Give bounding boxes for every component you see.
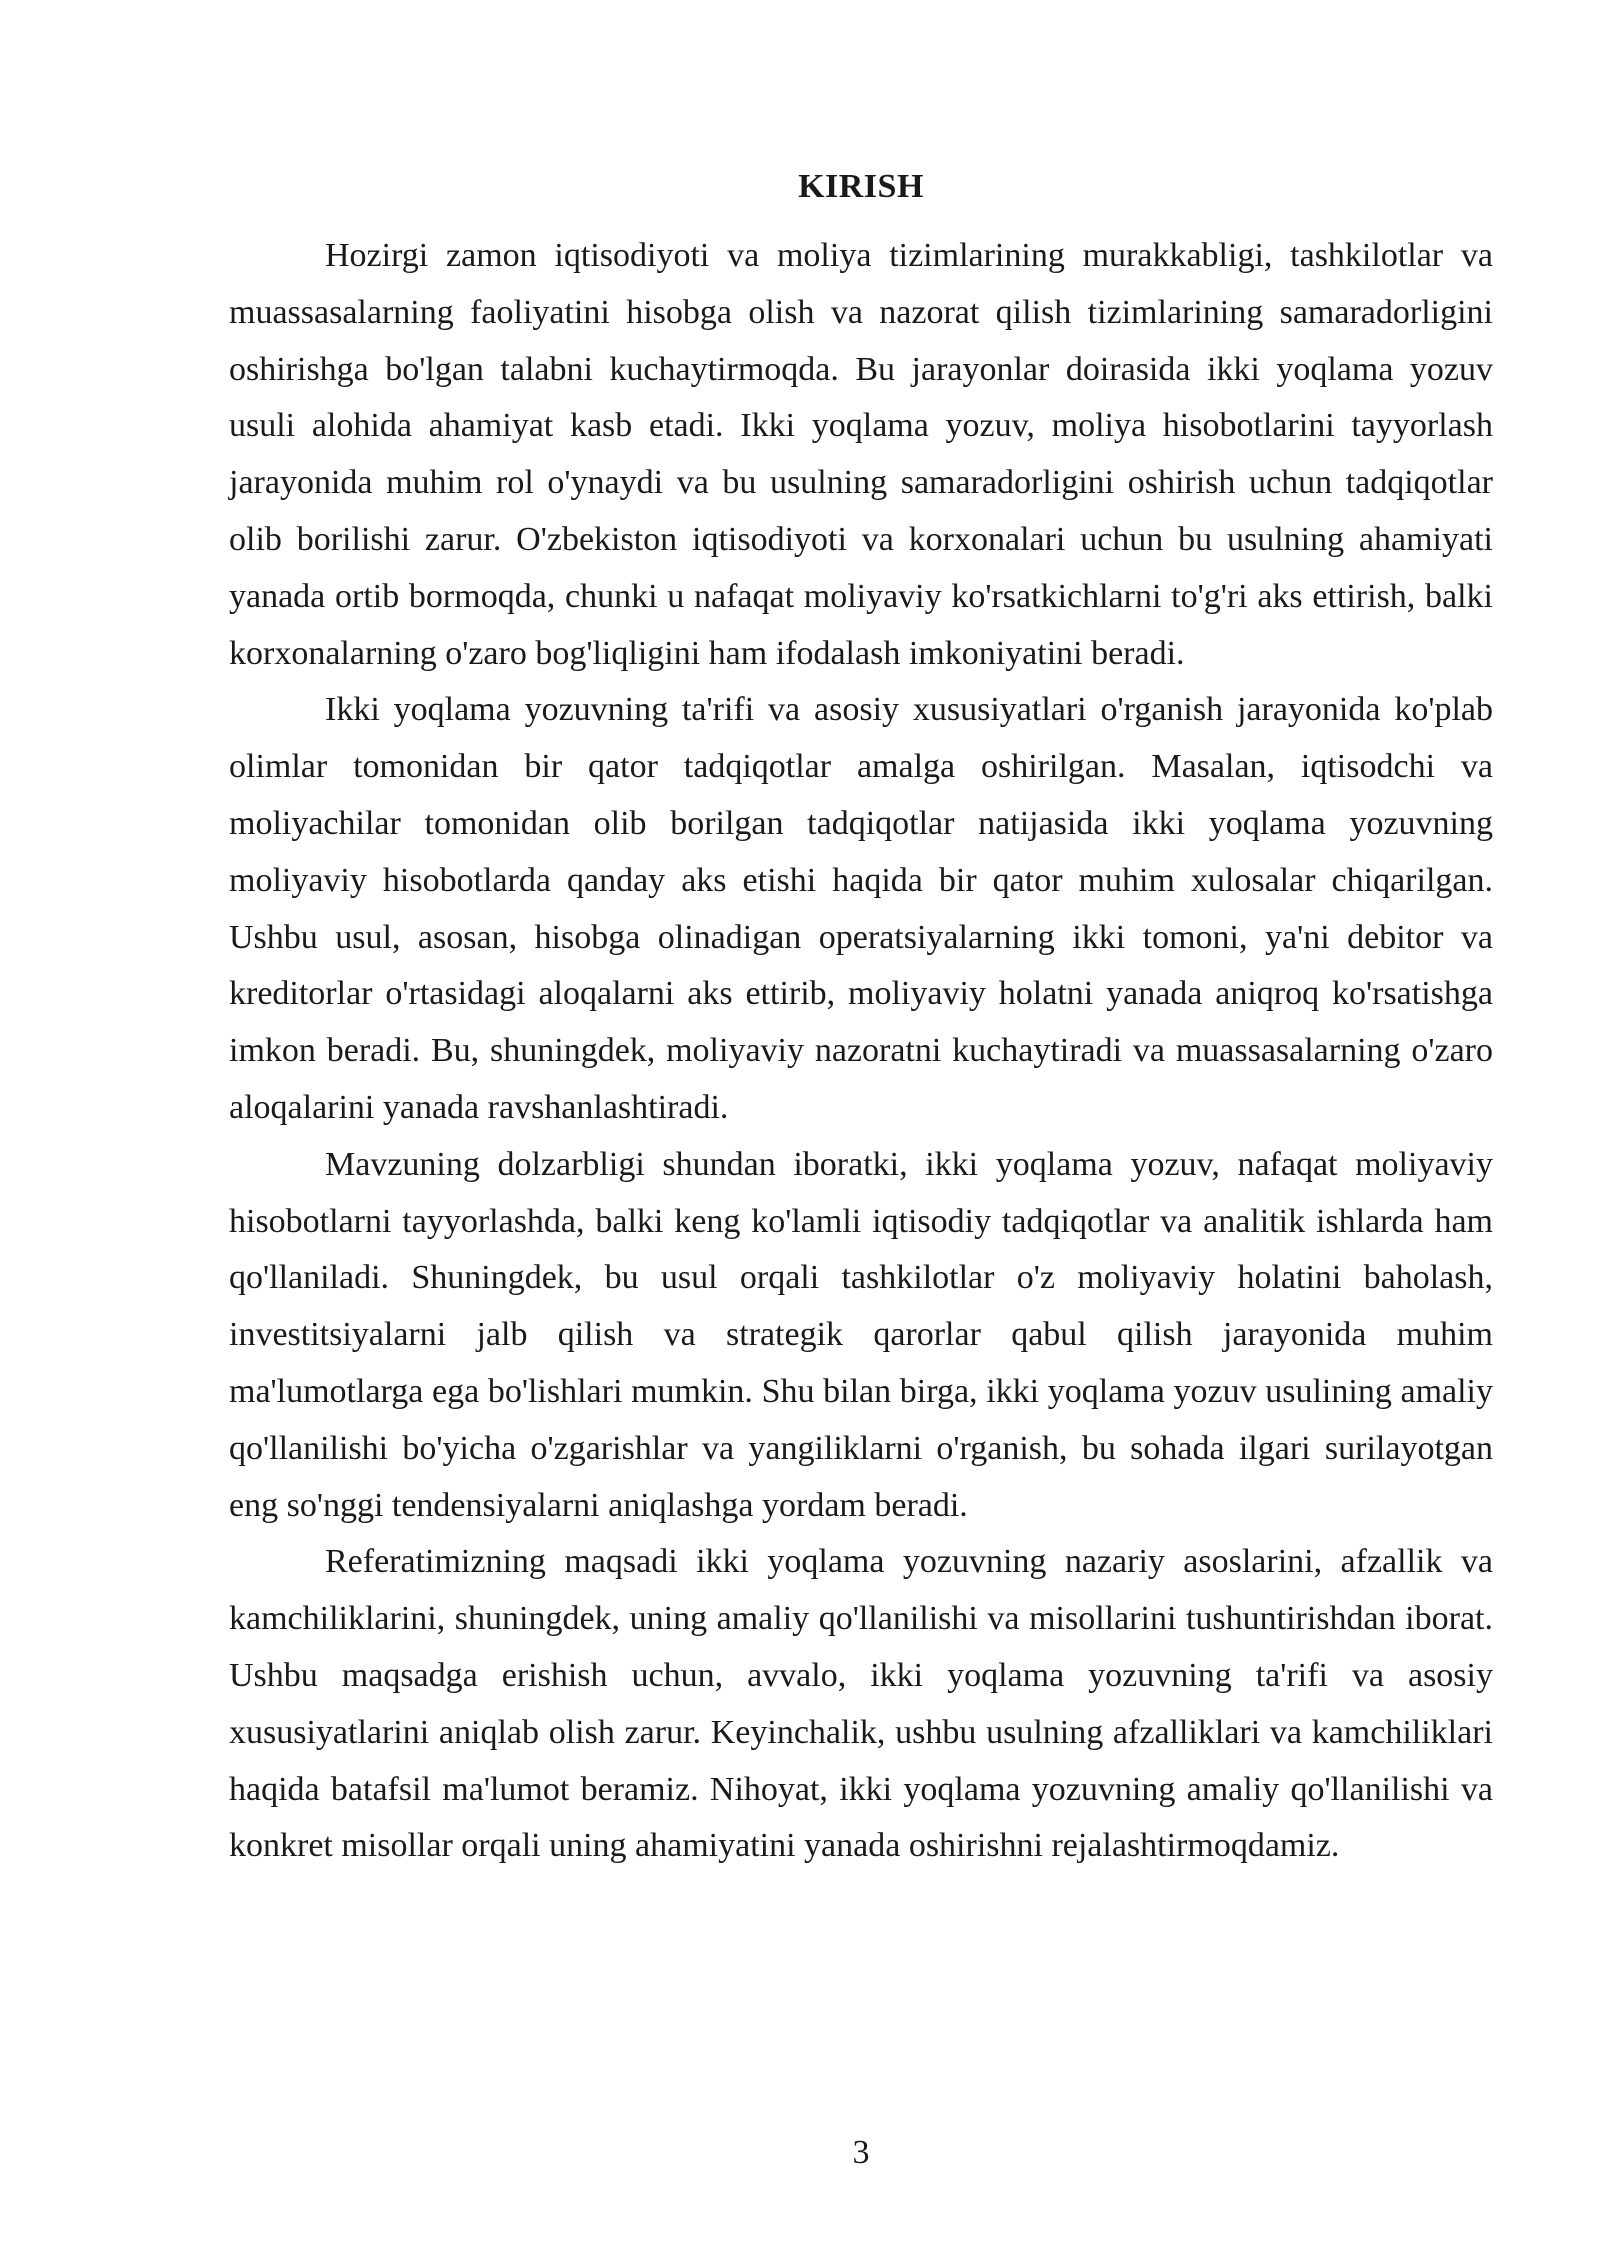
paragraph-4: Referatimizning maqsadi ikki yoqlama yozuvning nazariy asoslarini, afzallik va kamchiliklarini, shuningdek, uning amaliy qo'llanilishi va misollarini tushuntirishdan iborat. Ushbu maqsadga erishish uchun, avvalo, ikki yoqlama yozuvning ta'rifi va asosiy xususiyatlarini aniqlab olish zarur. Keyinchalik, ushbu usulning afzalliklari va kamchiliklari haqida batafsil ma'lumot beramiz. Nihoyat, ikki yoqlama yozuvning amaliy qo'llanilishi va konkret misollar orqali uning ahamiyatini yanada oshirishni rejalashtirmoqdamiz. bbox=[229, 1543, 1493, 1865]
paragraph-1: Hozirgi zamon iqtisodiyoti va moliya tizimlarining murakkabligi, tashkilotlar va muassasalarning faoliyatini hisobga olish va nazorat qilish tizimlarining samaradorligini oshirishga bo'lgan talabni kuchaytirmoqda. Bu jarayonlar doirasida ikki yoqlama yozuv usuli alohida ahamiyat kasb etadi. Ikki yoqlama yozuv, moliya hisobotlarini tayyorlash jarayonida muhim rol o'ynaydi va bu usulning samaradorligini oshirish uchun tadqiqotlar olib borilishi zarur. O'zbekiston iqtisodiyoti va korxonalari uchun bu usulning ahamiyati yanada ortib bormoqda, chunki u nafaqat moliyaviy ko'rsatkichlarni to'g'ri aks ettirish, balki korxonalarning o'zaro bog'liqligini ham ifodalash imkoniyatini beradi. bbox=[229, 237, 1493, 672]
page-number: 3 bbox=[852, 2134, 870, 2171]
page-content bbox=[229, 165, 1493, 1875]
paragraph-3: Mavzuning dolzarbligi shundan iboratki, ikki yoqlama yozuv, nafaqat moliyaviy hisobotlarni tayyorlashda, balki keng ko'lamli iqtisodiy tadqiqotlar va analitik ishlarda ham qo'llaniladi. Shuningdek, bu usul orqali tashkilotlar o'z moliyaviy holatini baholash, investitsiyalarni jalb qilish va strategik qarorlar qabul qilish jarayonida muhim ma'lumotlarga ega bo'lishlari mumkin. Shu bilan birga, ikki yoqlama yozuv usulining amaliy qo'llanilishi bo'yicha o'zgarishlar va yangiliklarni o'rganish, bu sohada ilgari surilayotgan eng so'nggi tendensiyalarni aniqlashga yordam beradi. bbox=[229, 1145, 1493, 1524]
paragraph-2: Ikki yoqlama yozuvning ta'rifi va asosiy xususiyatlari o'rganish jarayonida ko'plab olimlar tomonidan bir qator tadqiqotlar amalga oshirilgan. Masalan, iqtisodchi va moliyachilar tomonidan olib borilgan tadqiqotlar natijasida ikki yoqlama yozuvning moliyaviy hisobotlarda qanday aks etishi haqida bir qator muhim xulosalar chiqarilgan. Ushbu usul, asosan, hisobga olinadigan operatsiyalarning ikki tomoni, ya'ni debitor va kreditorlar o'rtasidagi aloqalarni aks ettirib, moliyaviy holatni yanada aniqroq ko'rsatishga imkon beradi. Bu, shuningdek, moliyaviy nazoratni kuchaytiradi va muassasalarning o'zaro aloqalarini yanada ravshanlashtiradi. bbox=[229, 691, 1493, 1126]
section-title: KIRISH bbox=[798, 168, 924, 205]
